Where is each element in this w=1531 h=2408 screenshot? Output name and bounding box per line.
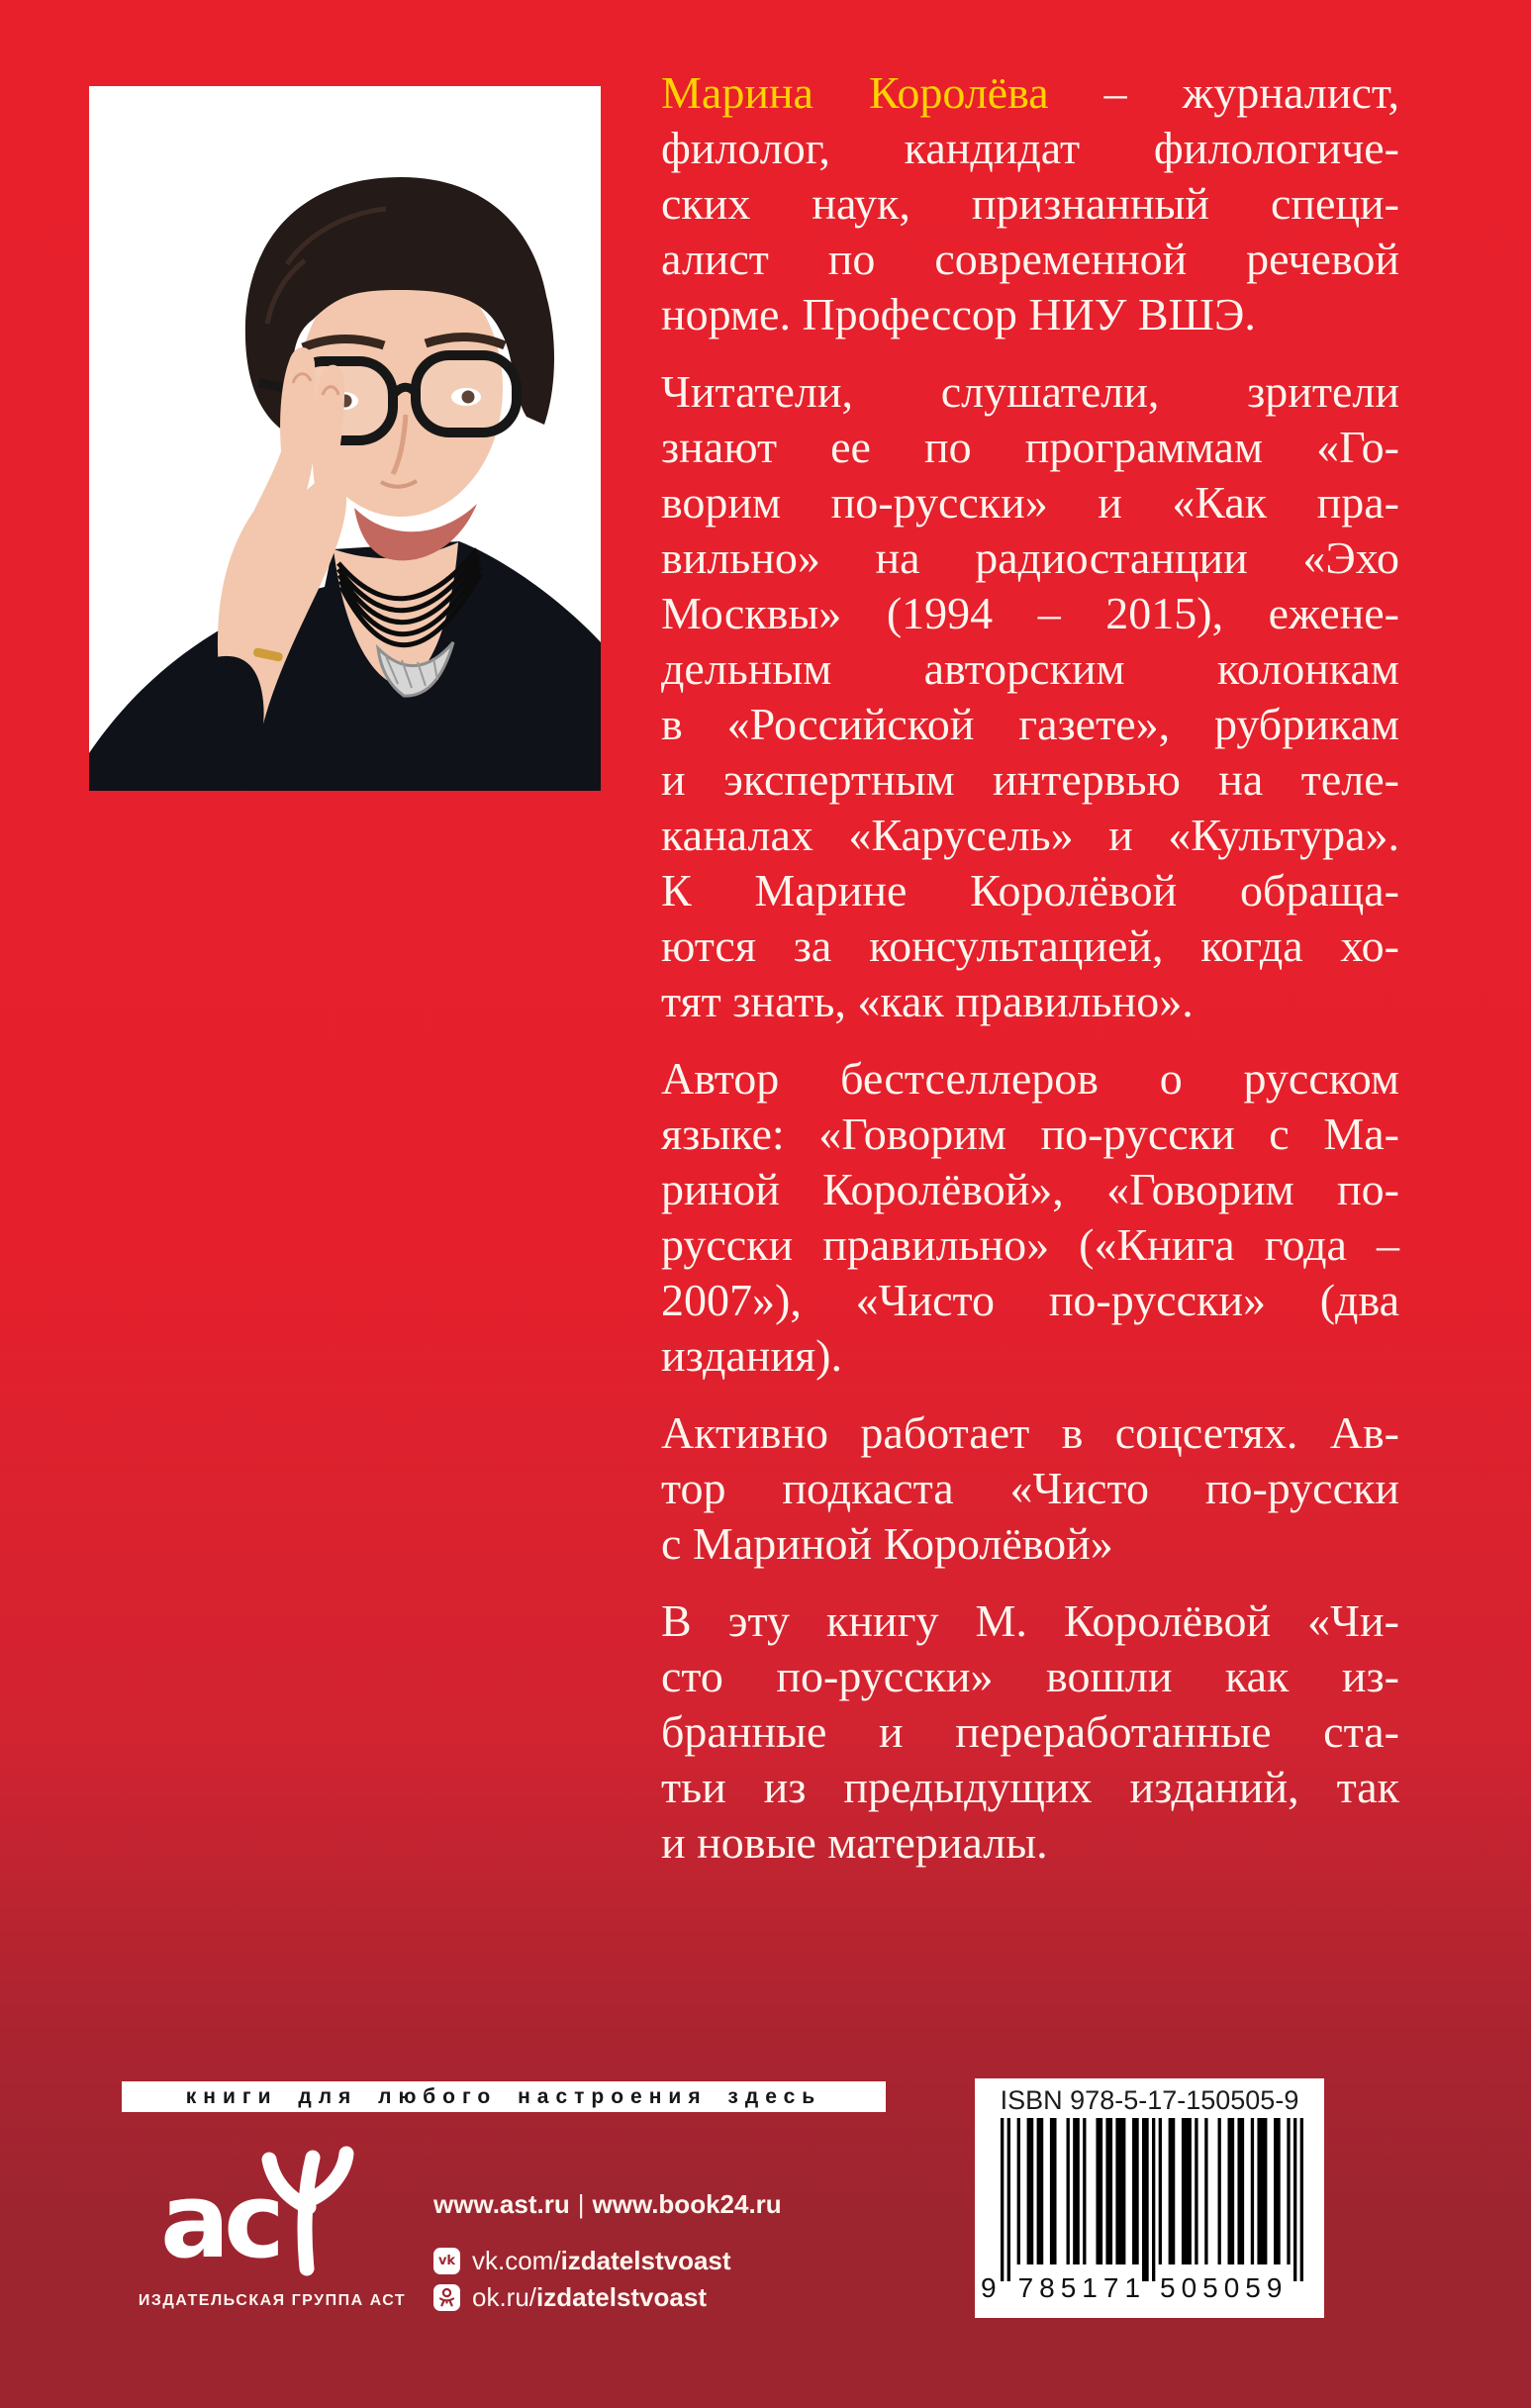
bio-line: филолог, кандидат филологиче-	[661, 123, 1399, 173]
bio-line: Автор бестселлеров о русском	[661, 1053, 1399, 1104]
bio-line: ворим по-русски» и «Как пра-	[661, 477, 1399, 528]
site-book24: www.book24.ru	[592, 2189, 782, 2219]
ast-logo-letters: ас	[160, 2161, 279, 2281]
slogan-banner	[122, 2081, 886, 2112]
websites-row	[433, 2189, 909, 2220]
bio-paragraph	[661, 1593, 1399, 1871]
author-photo	[89, 86, 601, 791]
isbn-box	[975, 2078, 1324, 2318]
bio-line: вильно» на радиостанции «Эхо	[661, 532, 1399, 583]
ok-link: ok.ru/izdatelstvoast	[472, 2282, 707, 2312]
bio-line: норме. Профессор НИУ ВШЭ.	[661, 289, 1256, 339]
barcode-digits: 9 785171 505059	[981, 2272, 1289, 2303]
bio-paragraph	[661, 364, 1399, 1029]
bio-line: бранные и переработанные ста-	[661, 1706, 1399, 1757]
bio-line: Читатели, слушатели, зрители	[661, 366, 1399, 417]
bio-line: каналах «Карусель» и «Культура».	[661, 810, 1399, 860]
bio-line: Марина Королёва – журналист,	[661, 67, 1399, 118]
isbn-number: ISBN 978-5-17-150505-9	[1000, 2085, 1299, 2115]
vk-row	[433, 2246, 909, 2276]
bio-line: 2007»), «Чисто по-русски» (два	[661, 1275, 1399, 1325]
slogan-text: книги для любого настроения здесь	[185, 2084, 822, 2108]
author-portrait-illustration	[89, 86, 601, 791]
vk-link: vk.com/izdatelstvoast	[472, 2246, 731, 2275]
vk-icon: vk	[433, 2248, 460, 2274]
barcode	[1001, 2118, 1303, 2281]
bio-line: Активно работает в соцсетях. Ав-	[661, 1407, 1399, 1458]
separator: |	[577, 2189, 585, 2219]
bio-line: издания).	[661, 1330, 842, 1381]
bio-paragraph	[661, 65, 1399, 342]
bio-line: и новые материалы.	[661, 1817, 1048, 1868]
bio-line: знают ее по программам «Го-	[661, 422, 1399, 472]
author-name: Марина Королёва	[661, 67, 1049, 118]
ast-logo	[158, 2130, 396, 2288]
bio-line: ских наук, признанный специ-	[661, 178, 1399, 229]
bio-line: тят знать, «как правильно».	[661, 976, 1194, 1026]
bio-paragraph	[661, 1405, 1399, 1572]
bio-line: риной Королёвой», «Говорим по-	[661, 1164, 1399, 1214]
bio-line: русски правильно» («Книга года –	[661, 1219, 1399, 1270]
site-ast: www.ast.ru	[433, 2189, 570, 2219]
publisher-caption: ИЗДАТЕЛЬСКАЯ ГРУППА АСТ	[138, 2292, 407, 2309]
ast-logo-icon	[158, 2130, 396, 2288]
bio-paragraph	[661, 1051, 1399, 1384]
bio-line: дельным авторским колонкам	[661, 643, 1399, 694]
bio-text	[661, 65, 1399, 1892]
links-block	[433, 2189, 909, 2319]
ok-icon	[433, 2284, 460, 2311]
bio-line: тор подкаста «Чисто по-русски	[661, 1463, 1399, 1513]
ast-logo-figure	[269, 2154, 346, 2268]
bio-line: языке: «Говорим по-русски с Ма-	[661, 1108, 1399, 1159]
bio-line: К Марине Королёвой обраща-	[661, 865, 1399, 915]
bio-line: в «Российской газете», рубрикам	[661, 699, 1399, 749]
bio-line: ются за консультацией, когда хо-	[661, 920, 1399, 971]
bio-line: тьи из предыдущих изданий, так	[661, 1762, 1399, 1812]
ok-row	[433, 2282, 909, 2313]
bio-line: сто по-русски» вошли как из-	[661, 1651, 1399, 1701]
bio-line: и экспертным интервью на теле-	[661, 754, 1399, 805]
bio-line: с Мариной Королёвой»	[661, 1518, 1113, 1569]
bio-line: Москвы» (1994 – 2015), ежене-	[661, 588, 1399, 638]
bio-line: В эту книгу М. Королёвой «Чи-	[661, 1595, 1399, 1646]
bio-line: алист по современной речевой	[661, 234, 1399, 284]
